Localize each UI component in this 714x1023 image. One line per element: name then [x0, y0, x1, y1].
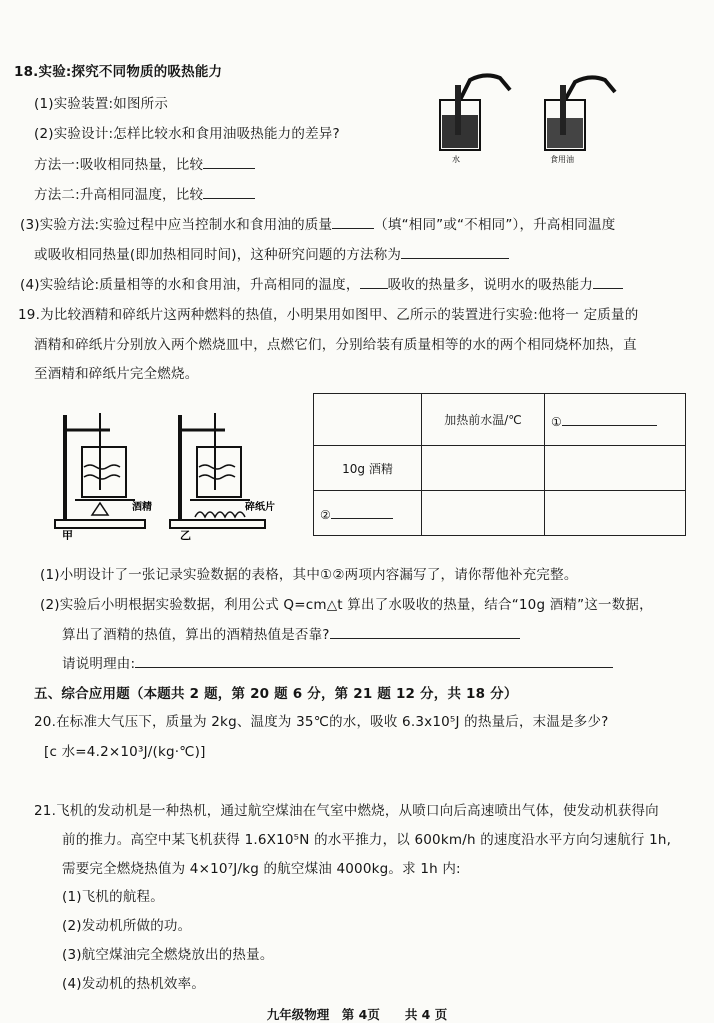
table-header-1-blank[interactable]: [562, 411, 657, 426]
q19-reason-blank[interactable]: [135, 653, 613, 668]
table-cell[interactable]: [422, 446, 545, 491]
q19-sub2: (2)实验后小明根据实验数据，利用公式 Q=cm△t 算出了水吸收的热量，结合“10g 酒精”这一数据，: [40, 597, 653, 613]
q20-line2: [c 水=4.2×10³J/(kg·℃)]: [44, 744, 206, 760]
q18-part4-text-a: (4)实验结论:质量相等的水和食用油，升高相同的温度，: [20, 277, 360, 293]
circle-2-label: ②: [320, 508, 331, 522]
q21-sub4: (4)发动机的热机效率。: [62, 976, 206, 992]
table-header-1[interactable]: [545, 394, 686, 446]
label-yi: 乙: [180, 529, 191, 540]
q18-part4: [20, 273, 623, 293]
q18-part4-blank2[interactable]: [593, 274, 623, 289]
q18-method1-text: 方法一:吸收相同热量，比较: [34, 157, 204, 173]
q18-method2-text: 方法二:升高相同温度，比较: [34, 187, 204, 203]
table-row: [314, 446, 686, 491]
q19-sub1: (1)小明设计了一张记录实验数据的表格，其中①②两项内容漏写了，请你帮他补充完整。: [40, 567, 578, 583]
q21-line2: 前的推力。高空中某飞机获得 1.6X10⁵N 的水平推力，以 600km/h 的速度沿水平方向匀速航行 1h,: [62, 832, 672, 848]
table-row: [314, 394, 686, 446]
table-row-2[interactable]: [314, 491, 422, 536]
water-label: 水: [452, 155, 460, 164]
q21-line1: 21.飞机的发动机是一种热机，通过航空煤油在气室中燃烧，从喷口向后高速喷出气体，使发动机获得向: [34, 803, 659, 819]
label-jia: 甲: [62, 529, 73, 540]
q21-sub3: (3)航空煤油完全燃烧放出的热量。: [62, 947, 274, 963]
q18-method2-blank[interactable]: [203, 184, 255, 199]
oil-beaker: [545, 77, 615, 150]
q18-part3-blank1[interactable]: [332, 214, 374, 229]
q19-line2: 酒精和碎纸片分别放入两个燃烧皿中，点燃它们，分别给装有质量相等的水的两个相同烧杯加热，直: [34, 337, 637, 353]
q18-apparatus-figure: [430, 70, 620, 170]
q19-line3: 至酒精和碎纸片完全燃烧。: [34, 366, 199, 382]
q19-sub2-text: 算出了酒精的热值，算出的酒精热值是否靠?: [62, 627, 330, 643]
table-cell[interactable]: [545, 491, 686, 536]
q21-line3: 需要完全燃烧热值为 4×10⁷J/kg 的航空煤油 4000kg。求 1h 内:: [62, 861, 461, 877]
q19-apparatus-figure: [40, 405, 290, 540]
q19-sub2-cont: [62, 623, 520, 643]
q19-data-table: [313, 393, 686, 536]
section-5-header: 五、综合应用题（本题共 2 题，第 20 题 6 分，第 21 题 12 分，共 18 分）: [34, 686, 518, 702]
water-beaker: [440, 75, 510, 150]
q19-reason-text: 请说明理由:: [62, 656, 136, 672]
q20-line1: 20.在标准大气压下，质量为 2kg、温度为 35℃的水，吸收 6.3x10⁵J 的热量后，末温是多少?: [34, 714, 609, 730]
q18-part3: [20, 213, 615, 233]
alcohol-label: 酒精: [132, 502, 152, 513]
table-row-alcohol: 10g 酒精: [314, 446, 422, 491]
q18-title: 18.实验:探究不同物质的吸热能力: [14, 64, 223, 80]
q18-method1-blank[interactable]: [203, 154, 255, 169]
q18-part3-blank2[interactable]: [401, 244, 509, 259]
table-cell[interactable]: [545, 446, 686, 491]
oil-label: 食用油: [550, 155, 574, 164]
circle-1-label: ①: [551, 414, 562, 429]
q18-method1: [34, 153, 255, 173]
table-row-2-blank[interactable]: [331, 504, 393, 519]
table-header-before: 加热前水温/℃: [422, 394, 545, 446]
q18-part1: (1)实验装置:如图所示: [34, 96, 169, 112]
table-cell[interactable]: [422, 491, 545, 536]
q18-part3-text-b: （填“相同”或“不相同”），升高相同温度: [374, 217, 616, 233]
q21-sub1: (1)飞机的航程。: [62, 889, 164, 905]
q19-reason: [62, 652, 613, 672]
page-footer: 九年级物理 第 4页 共 4 页: [266, 1007, 448, 1022]
q18-part3-text-c: 或吸收相同热量(即加热相同时间)，这种研究问题的方法称为: [34, 247, 402, 263]
q18-part3-text-a: (3)实验方法:实验过程中应当控制水和食用油的质量: [20, 217, 333, 233]
q19-line1: 19.为比较酒精和碎纸片这两种燃料的热值，小明果用如图甲、乙所示的装置进行实验:他将一 定质量的: [18, 307, 639, 323]
table-cell: [314, 394, 422, 446]
paper-label: 碎纸片: [245, 502, 275, 513]
q18-part4-blank1[interactable]: [360, 274, 388, 289]
table-row: [314, 491, 686, 536]
q21-sub2: (2)发动机所做的功。: [62, 918, 192, 934]
q19-sub2-blank[interactable]: [330, 624, 520, 639]
q18-part3-cont: [34, 243, 509, 263]
q18-part4-text-b: 吸收的热量多，说明水的吸热能力: [387, 277, 594, 293]
q18-part2: (2)实验设计:怎样比较水和食用油吸热能力的差异?: [34, 126, 340, 142]
q18-method2: [34, 183, 255, 203]
